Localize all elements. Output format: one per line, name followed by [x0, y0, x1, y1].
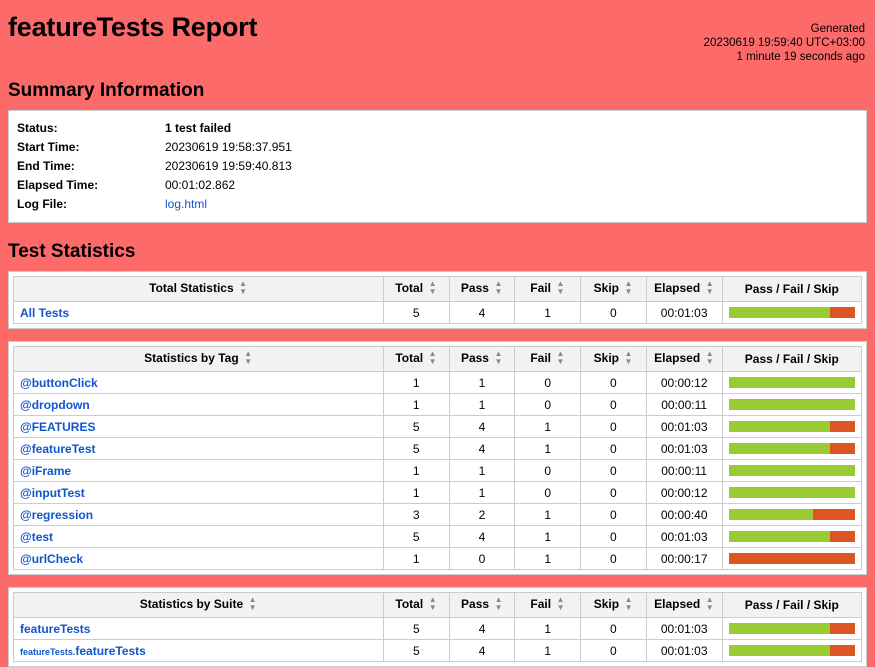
bar-fail	[830, 645, 855, 656]
cell-pass-fail-skip-graph	[722, 526, 861, 548]
summary-label-end-time: End Time:	[17, 159, 75, 173]
progress-bar	[729, 443, 855, 454]
row-link[interactable]: @dropdown	[20, 397, 90, 412]
column-header-label: Skip	[593, 597, 620, 612]
column-header-elapsed[interactable]	[646, 593, 722, 618]
progress-bar	[729, 487, 855, 498]
row-name-cell	[14, 460, 384, 482]
cell-fail: 1	[515, 438, 581, 460]
row-name-cell	[14, 302, 384, 324]
progress-bar	[729, 307, 855, 318]
generated-info	[704, 22, 865, 64]
column-header-name[interactable]	[14, 347, 384, 372]
statistics-table	[13, 276, 862, 324]
column-header-pass[interactable]	[449, 347, 515, 372]
bar-fail	[830, 531, 855, 542]
column-header-elapsed[interactable]	[646, 277, 722, 302]
row-name-cell	[14, 526, 384, 548]
row-name-cell	[14, 394, 384, 416]
column-header-pass-fail-skip	[722, 277, 861, 302]
sort-arrows-icon: ▲ ▼	[624, 279, 633, 296]
cell-skip: 0	[580, 548, 646, 570]
column-header-fail[interactable]	[515, 347, 581, 372]
table-row	[14, 302, 862, 324]
column-header-label: Pass	[461, 597, 490, 612]
column-header-name-label: Statistics by Tag	[144, 351, 239, 366]
sort-arrows-icon: ▲ ▼	[428, 349, 437, 366]
cell-pass-fail-skip-graph	[722, 372, 861, 394]
cell-pass: 4	[449, 302, 515, 324]
column-header-name[interactable]	[14, 593, 384, 618]
summary-label-status: Status:	[17, 121, 58, 135]
column-header-label: Fail	[530, 351, 551, 366]
cell-fail: 0	[515, 394, 581, 416]
cell-pass-fail-skip-graph	[722, 640, 861, 662]
cell-total: 5	[383, 526, 449, 548]
cell-skip: 0	[580, 526, 646, 548]
cell-total: 5	[383, 640, 449, 662]
stat-block	[8, 587, 867, 667]
cell-skip: 0	[580, 416, 646, 438]
row-link[interactable]: @urlCheck	[20, 551, 84, 566]
cell-fail: 1	[515, 526, 581, 548]
cell-elapsed: 00:00:11	[646, 460, 722, 482]
cell-elapsed: 00:01:03	[646, 302, 722, 324]
cell-fail: 0	[515, 372, 581, 394]
bar-pass	[729, 465, 855, 476]
column-header-fail[interactable]	[515, 277, 581, 302]
bar-fail	[830, 421, 855, 432]
sort-arrows-icon: ▲ ▼	[244, 349, 253, 366]
sort-arrows-icon: ▲ ▼	[248, 595, 257, 612]
cell-elapsed: 00:00:40	[646, 504, 722, 526]
column-header-label: Elapsed	[654, 351, 701, 366]
cell-pass: 4	[449, 640, 515, 662]
sort-arrows-icon: ▲ ▼	[556, 349, 565, 366]
generated-label: Generated	[810, 23, 865, 35]
progress-bar	[729, 623, 855, 634]
table-row	[14, 640, 862, 662]
cell-skip: 0	[580, 302, 646, 324]
column-header-label: Total	[395, 281, 424, 296]
cell-skip: 0	[581, 618, 647, 640]
bar-fail	[830, 443, 855, 454]
column-header-name-label: Statistics by Suite	[139, 597, 244, 612]
cell-skip: 0	[580, 460, 646, 482]
statistics-tables	[8, 271, 867, 667]
cell-elapsed: 00:00:12	[646, 372, 722, 394]
cell-fail: 1	[515, 504, 581, 526]
table-row	[14, 438, 862, 460]
summary-value-start-time: 20230619 19:58:37.951	[165, 140, 292, 154]
bar-fail	[830, 307, 855, 318]
table-row	[14, 504, 862, 526]
progress-bar	[729, 509, 855, 520]
column-header-label: Elapsed	[654, 597, 701, 612]
cell-pass-fail-skip-graph	[722, 548, 861, 570]
progress-bar	[729, 465, 855, 476]
cell-elapsed: 00:01:03	[646, 640, 722, 662]
cell-total: 5	[383, 302, 449, 324]
cell-fail: 1	[515, 618, 581, 640]
table-row	[14, 618, 862, 640]
cell-fail: 1	[515, 416, 581, 438]
bar-fail	[813, 509, 855, 520]
column-header-label: Fail	[530, 281, 551, 296]
cell-skip: 0	[581, 640, 647, 662]
summary-value-log-file	[165, 195, 292, 214]
cell-pass: 1	[449, 394, 515, 416]
cell-fail: 1	[515, 548, 581, 570]
cell-elapsed: 00:00:11	[646, 394, 722, 416]
cell-skip: 0	[580, 482, 646, 504]
cell-pass: 2	[449, 504, 515, 526]
cell-elapsed: 00:00:12	[646, 482, 722, 504]
column-header-label: Fail	[530, 597, 552, 612]
cell-pass: 1	[449, 482, 515, 504]
generated-ago: 1 minute 19 seconds ago	[736, 51, 865, 63]
column-header-label: Pass	[460, 281, 489, 296]
summary-value-elapsed-time: 00:01:02.862	[165, 178, 236, 192]
table-row	[14, 482, 862, 504]
row-link[interactable]: @iFrame	[20, 463, 72, 478]
cell-total: 1	[383, 394, 449, 416]
row-name-cell	[14, 372, 384, 394]
cell-pass-fail-skip-graph	[722, 618, 861, 640]
bar-pass	[729, 377, 855, 388]
cell-fail: 0	[515, 482, 581, 504]
sort-arrows-icon: ▲ ▼	[624, 349, 633, 366]
row-link[interactable]: @FEATURES	[20, 419, 96, 434]
cell-skip: 0	[580, 438, 646, 460]
table-row	[14, 372, 862, 394]
bar-pass	[729, 531, 830, 542]
bar-pass	[729, 623, 830, 634]
column-header-label: Pass	[460, 351, 489, 366]
summary-label-elapsed-time: Elapsed Time:	[17, 178, 99, 192]
cell-total: 5	[383, 618, 449, 640]
cell-pass: 4	[449, 438, 515, 460]
row-name-cell	[14, 416, 384, 438]
cell-pass: 1	[449, 460, 515, 482]
bar-pass	[729, 509, 813, 520]
summary-row-elapsed-time	[17, 176, 292, 195]
column-header-name-label: Total Statistics	[149, 281, 234, 296]
column-header-label: Skip	[593, 281, 619, 296]
column-header-label: Total	[395, 597, 424, 612]
column-header-skip[interactable]	[581, 593, 647, 618]
progress-bar	[729, 399, 855, 410]
column-header-pass[interactable]	[449, 277, 515, 302]
cell-pass-fail-skip-graph	[722, 302, 861, 324]
cell-pass-fail-skip-graph	[722, 460, 861, 482]
bar-fail	[830, 623, 855, 634]
summary-box	[8, 110, 867, 223]
sort-arrows-icon: ▲ ▼	[494, 595, 503, 612]
status-badge: 1 test failed	[165, 121, 232, 135]
cell-total: 1	[383, 548, 449, 570]
summary-table	[17, 119, 292, 214]
sort-arrows-icon: ▲ ▼	[239, 279, 248, 296]
table-row	[14, 548, 862, 570]
row-link[interactable]: All Tests	[20, 305, 70, 320]
row-name-cell	[14, 640, 384, 662]
cell-pass-fail-skip-graph	[722, 438, 861, 460]
column-header-total[interactable]	[383, 347, 449, 372]
stat-block	[8, 271, 867, 329]
cell-pass: 4	[449, 526, 515, 548]
stat-block	[8, 341, 867, 575]
column-header-label: Pass / Fail / Skip	[744, 282, 839, 296]
cell-total: 5	[383, 438, 449, 460]
column-header-elapsed[interactable]	[646, 347, 722, 372]
report-header	[8, 12, 867, 62]
cell-pass-fail-skip-graph	[722, 482, 861, 504]
cell-elapsed: 00:01:03	[646, 416, 722, 438]
column-header-fail[interactable]	[515, 593, 581, 618]
column-header-label: Pass / Fail / Skip	[744, 598, 839, 612]
log-file-link[interactable]: log.html	[165, 197, 208, 211]
bar-pass	[729, 307, 830, 318]
cell-fail: 1	[515, 640, 581, 662]
progress-bar	[729, 553, 855, 564]
column-header-label: Total	[395, 351, 424, 366]
suite-separator: .	[72, 646, 76, 657]
column-header-total[interactable]	[383, 593, 449, 618]
bar-pass	[729, 421, 830, 432]
progress-bar	[729, 377, 855, 388]
column-header-pass[interactable]	[449, 593, 515, 618]
bar-pass	[729, 399, 855, 410]
column-header-label: Elapsed	[654, 281, 701, 296]
summary-value-end-time: 20230619 19:59:40.813	[165, 159, 292, 173]
summary-row-status	[17, 119, 292, 138]
cell-skip: 0	[580, 372, 646, 394]
column-header-pass-fail-skip	[722, 593, 861, 618]
summary-label-start-time: Start Time:	[17, 140, 80, 154]
table-header-row	[14, 277, 862, 302]
cell-elapsed: 00:01:03	[646, 618, 722, 640]
sort-arrows-icon: ▲ ▼	[624, 595, 633, 612]
cell-total: 1	[383, 372, 449, 394]
table-row	[14, 416, 862, 438]
sort-arrows-icon: ▲ ▼	[428, 595, 437, 612]
column-header-label: Pass / Fail / Skip	[744, 352, 839, 366]
column-header-name[interactable]	[14, 277, 384, 302]
cell-total: 1	[383, 460, 449, 482]
cell-total: 5	[383, 416, 449, 438]
sort-arrows-icon: ▲ ▼	[705, 279, 714, 296]
cell-pass: 4	[449, 618, 515, 640]
cell-pass: 0	[449, 548, 515, 570]
summary-row-end-time	[17, 157, 292, 176]
cell-pass: 4	[449, 416, 515, 438]
suite-prefix: featureTests	[20, 646, 73, 657]
cell-pass-fail-skip-graph	[722, 394, 861, 416]
cell-total: 3	[383, 504, 449, 526]
cell-elapsed: 00:01:03	[646, 438, 722, 460]
sort-arrows-icon: ▲ ▼	[494, 349, 503, 366]
row-link[interactable]: @buttonClick	[20, 375, 98, 390]
progress-bar	[729, 421, 855, 432]
row-link[interactable]: @test	[20, 529, 54, 544]
statistics-table	[13, 346, 862, 570]
table-row	[14, 394, 862, 416]
sort-arrows-icon: ▲ ▼	[556, 279, 565, 296]
summary-row-start-time	[17, 138, 292, 157]
column-header-skip[interactable]	[580, 277, 646, 302]
row-name-cell	[14, 482, 384, 504]
cell-pass-fail-skip-graph	[722, 416, 861, 438]
row-name-cell	[14, 618, 384, 640]
sort-arrows-icon: ▲ ▼	[494, 279, 503, 296]
cell-total: 1	[383, 482, 449, 504]
cell-elapsed: 00:00:17	[646, 548, 722, 570]
progress-bar	[729, 645, 855, 656]
sort-arrows-icon: ▲ ▼	[705, 349, 714, 366]
row-name-cell	[14, 548, 384, 570]
cell-pass: 1	[449, 372, 515, 394]
column-header-label: Skip	[593, 351, 620, 366]
bar-pass	[729, 487, 855, 498]
cell-fail: 1	[515, 302, 581, 324]
row-link[interactable]: @featureTest	[20, 441, 96, 456]
row-name-cell	[14, 504, 384, 526]
bar-pass	[729, 443, 830, 454]
cell-fail: 0	[515, 460, 581, 482]
progress-bar	[729, 531, 855, 542]
cell-pass-fail-skip-graph	[722, 504, 861, 526]
cell-skip: 0	[580, 504, 646, 526]
column-header-skip[interactable]	[580, 347, 646, 372]
cell-elapsed: 00:01:03	[646, 526, 722, 548]
page-title: featureTests Report	[8, 12, 258, 42]
sort-arrows-icon: ▲ ▼	[556, 595, 565, 612]
summary-row-log-file	[17, 195, 292, 214]
row-link[interactable]: featureTests	[75, 643, 146, 658]
table-row	[14, 460, 862, 482]
cell-skip: 0	[580, 394, 646, 416]
row-link[interactable]: @inputTest	[20, 485, 85, 500]
row-link[interactable]: @regression	[20, 507, 94, 522]
statistics-heading: Test Statistics	[8, 241, 136, 262]
column-header-total[interactable]	[383, 277, 449, 302]
generated-timestamp: 20230619 19:59:40 UTC+03:00	[703, 37, 865, 49]
column-header-pass-fail-skip	[722, 347, 861, 372]
row-name-cell	[14, 438, 384, 460]
summary-heading: Summary Information	[8, 80, 205, 101]
sort-arrows-icon: ▲ ▼	[705, 595, 714, 612]
summary-label-log-file: Log File:	[17, 197, 67, 211]
table-row	[14, 526, 862, 548]
bar-fail	[729, 553, 855, 564]
bar-pass	[729, 645, 830, 656]
table-header-row	[14, 593, 862, 618]
row-link[interactable]: featureTests	[20, 621, 91, 636]
sort-arrows-icon: ▲ ▼	[428, 279, 437, 296]
table-header-row	[14, 347, 862, 372]
